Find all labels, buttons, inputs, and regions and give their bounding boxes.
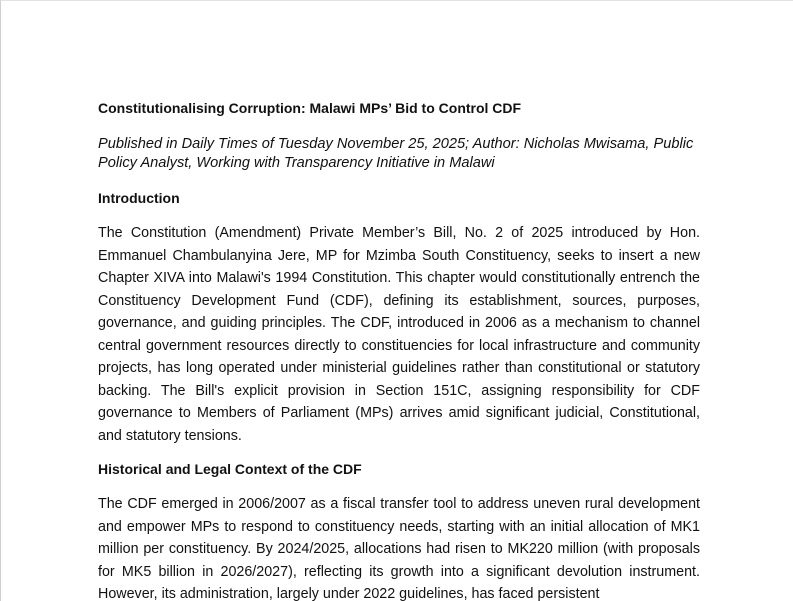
section-heading-introduction: Introduction: [98, 190, 180, 206]
article-title: Constitutionalising Corruption: Malawi MPs’ Bid to Control CDF: [98, 100, 522, 116]
section-paragraph-introduction: The Constitution (Amendment) Private Member’s Bill, No. 2 of 2025 introduced by Hon. Emmanuel Chambulanyina Jere, MP for Mzimba South Constituency, seeks to insert a new Chapter XIVA into Malawi's 1994 Constitution. This chapter would constitutionally entrench the Constituency Development Fund (CDF), defining its establishment, sources, purposes, governance, and guiding principles. The CDF, introduced in 2006 as a mechanism to channel central government resources directly to constituencies for local infrastructure and community projects, has long operated under ministerial guidelines rather than constitutional or statutory backing. The Bill's explicit provision in Section 151C, assigning responsibility for CDF governance to Members of Parliament (MPs) arrives amid significant judicial, Constitutional, and statutory tensions.: [98, 225, 700, 444]
section-heading-historical-context: Historical and Legal Context of the CDF: [98, 461, 362, 477]
document-body: [98, 98, 700, 601]
article-byline: Published in Daily Times of Tuesday November 25, 2025; Author: Nicholas Mwisama, Public Policy Analyst, Working with Transparency Initiative in Malawi: [98, 136, 694, 171]
section-paragraph-historical-context: The CDF emerged in 2006/2007 as a fiscal transfer tool to address uneven rural development and empower MPs to respond to constituency needs, starting with an initial allocation of MK1 million per constituency. By 2024/2025, allocations had risen to MK220 million (with proposals for MK5 billion in 2026/2027), reflecting its growth into a significant devolution instrument. However, its administration, largely under 2022 guidelines, has faced persistent: [98, 496, 700, 601]
